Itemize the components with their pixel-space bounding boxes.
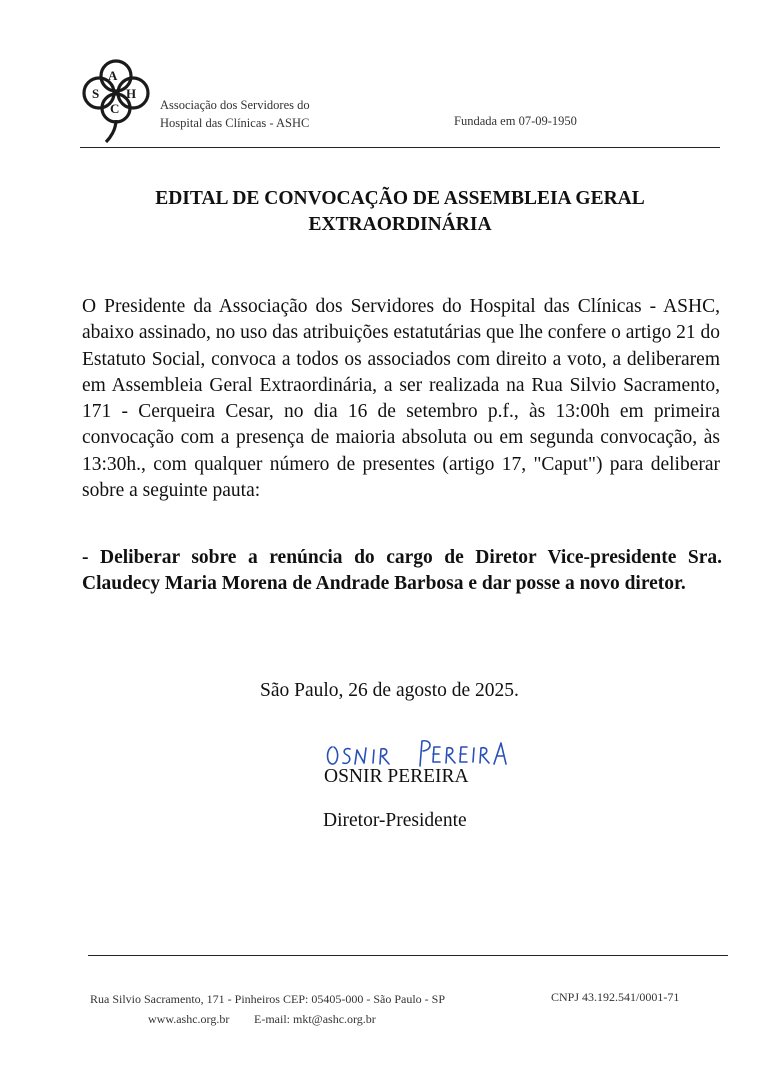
svg-text:H: H [126,86,137,101]
document-title-line2: EXTRAORDINÁRIA [308,214,492,235]
place-and-date: São Paulo, 26 de agosto de 2025. [260,680,519,701]
footer-address: Rua Silvio Sacramento, 171 - Pinheiros CEP: 05405-000 - São Paulo - SP [90,992,445,1006]
org-name-line1: Associação dos Servidores do [160,98,310,112]
agenda-item: - Deliberar sobre a renúncia do cargo de Diretor Vice-presidente Sra. Claudecy Maria Morena de Andrade Barbosa e dar posse a novo diretor. [82,547,722,595]
signer-role: Diretor-Presidente [323,810,467,831]
svg-text:A: A [108,68,118,83]
footer-website[interactable]: www.ashc.org.br [148,1012,230,1026]
header-divider [80,147,720,148]
ashc-clover-logo [80,56,152,144]
footer-email[interactable]: E-mail: mkt@ashc.org.br [254,1012,376,1026]
footer-cnpj: CNPJ 43.192.541/0001-71 [551,990,680,1004]
svg-text:S: S [92,86,100,101]
convocation-paragraph: O Presidente da Associação dos Servidores do Hospital das Clínicas - ASHC, abaixo assinado, no uso das atribuições estatutárias que lhe confere o artigo 21 do Estatuto Social, convoca a todos os associados com direito a voto, a deliberarem em Assembleia Geral Extraordinária, a ser realizada na Rua Silvio Sacramento, 171 - Cerqueira Cesar, no dia 16 de setembro p.f., às 13:00h em primeira convocação com a presença de maioria absoluta ou em segunda convocação, às 13:30h., com qualquer número de presentes (artigo 17, "Caput") para deliberar sobre a seguinte pauta: [82,296,720,502]
footer-divider [88,955,728,956]
org-name-line2: Hospital das Clínicas - ASHC [160,116,310,130]
founded-date: Fundada em 07-09-1950 [454,114,577,128]
signer-name: OSNIR PEREIRA [324,766,469,787]
document-title-line1: EDITAL DE CONVOCAÇÃO DE ASSEMBLEIA GERAL [155,188,645,209]
svg-text:C: C [110,101,120,116]
